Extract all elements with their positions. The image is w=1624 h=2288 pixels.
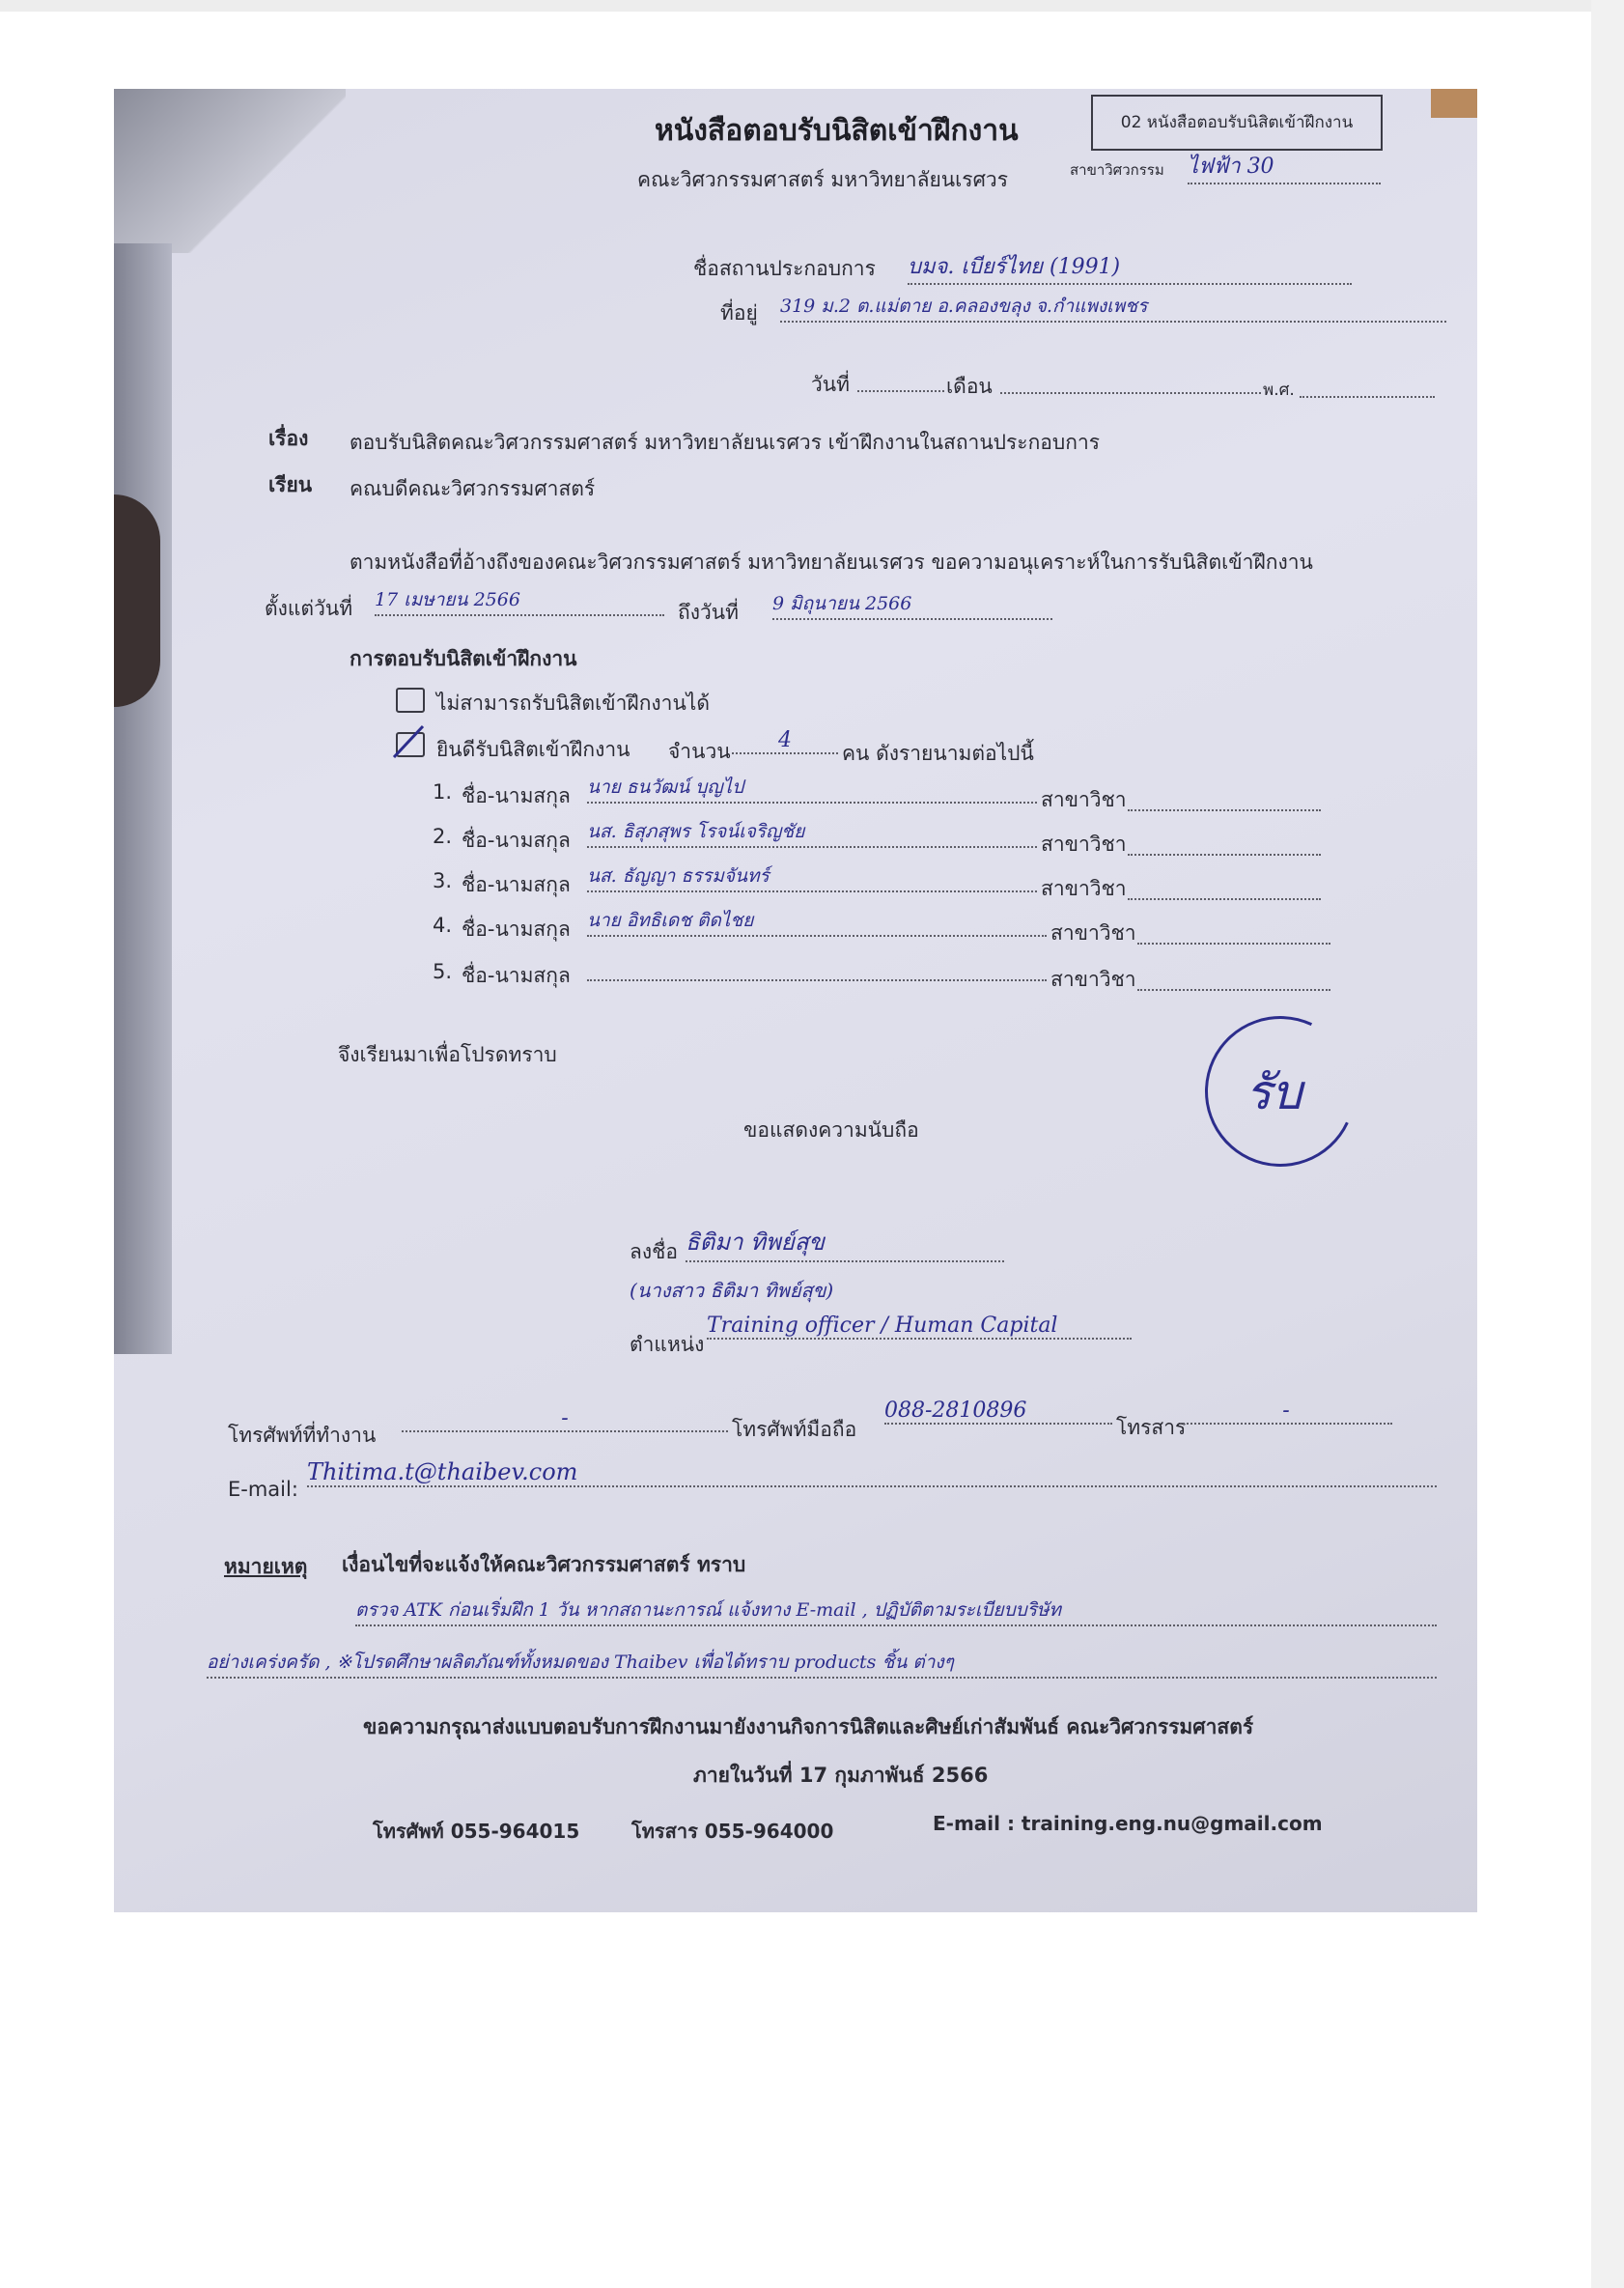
student-name-label: ชื่อ-นามสกุล bbox=[462, 964, 571, 987]
closing-text: จึงเรียนมาเพื่อโปรดทราบ bbox=[338, 1043, 557, 1066]
reject-option-label: ไม่สามารถรับนิสิตเข้าฝึกงานได้ bbox=[436, 692, 711, 715]
document-title: หนังสือตอบรับนิสิตเข้าฝึกงาน bbox=[655, 114, 1019, 148]
acceptance-heading: การตอบรับนิสิตเข้าฝึกงาน bbox=[350, 647, 577, 670]
printed-name: (นางสาว ธิติมา ทิพย์สุข) bbox=[630, 1279, 834, 1302]
month-field bbox=[1000, 392, 1261, 394]
year-field bbox=[1300, 396, 1435, 398]
footer-deadline: ภายในวันที่ 17 กุมภาพันธ์ 2566 bbox=[693, 1764, 989, 1787]
to-date-value: 9 มิถุนายน 2566 bbox=[772, 589, 1052, 620]
student-name-value: นาย อิทธิเดช ติดไชย bbox=[587, 906, 1047, 937]
count-label: จำนวน bbox=[668, 740, 731, 763]
subject-text: ตอบรับนิสิตคณะวิศวกรรมศาสตร์ มหาวิทยาลัยนเรศวร เข้าฝึกงานในสถานประกอบการ bbox=[350, 431, 1101, 454]
establishment-name-value: บมจ. เบียร์ไทย (1991) bbox=[908, 249, 1352, 285]
position-label: ตำแหน่ง bbox=[630, 1333, 705, 1356]
date-field bbox=[857, 390, 944, 392]
branch-label: สาขาวิศวกรรม bbox=[1070, 161, 1164, 179]
signature-value: ธิติมา ทิพย์สุข bbox=[686, 1223, 1004, 1262]
underlying-paper bbox=[114, 243, 172, 1354]
document-photo bbox=[114, 89, 1477, 1912]
student-name-value: นาย ธนวัฒน์ บุญไป bbox=[587, 773, 1037, 804]
student-number: 1. bbox=[433, 780, 453, 804]
to-label: เรียน bbox=[268, 473, 313, 496]
major-label: สาขาวิชา bbox=[1050, 968, 1136, 991]
from-date-value: 17 เมษายน 2566 bbox=[375, 585, 664, 616]
folded-corner bbox=[114, 89, 346, 253]
fax-label: โทรสาร bbox=[1116, 1416, 1187, 1439]
stamp-text: รับ bbox=[1246, 1064, 1302, 1120]
office-phone-label: โทรศัพท์ที่ทำงาน bbox=[228, 1424, 377, 1447]
check-mark-icon bbox=[390, 722, 429, 761]
remarks-label: หมายเหตุ bbox=[224, 1555, 308, 1578]
establishment-name-label: ชื่อสถานประกอบการ bbox=[693, 257, 876, 280]
student-name-value bbox=[587, 954, 1047, 981]
accept-checkbox[interactable] bbox=[396, 732, 425, 757]
holding-thumb bbox=[114, 494, 160, 707]
fax-value: - bbox=[1180, 1398, 1392, 1425]
form-code-box: 02 หนังสือตอบรับนิสิตเข้าฝึกงาน bbox=[1091, 95, 1383, 151]
student-number: 2. bbox=[433, 825, 453, 848]
document-subtitle: คณะวิศวกรรมศาสตร์ มหาวิทยาลัยนเรศวร bbox=[637, 168, 1008, 191]
address-value: 319 ม.2 ต.แม่ตาย อ.คลองขลุง จ.กำแพงเพชร bbox=[780, 292, 1446, 323]
remarks-heading: เงื่อนไขที่จะแจ้งให้คณะวิศวกรรมศาสตร์ ทราบ bbox=[342, 1553, 746, 1576]
student-name-label: ชื่อ-นามสกุล bbox=[462, 873, 571, 896]
major-field bbox=[1137, 943, 1330, 945]
major-label: สาขาวิชา bbox=[1050, 921, 1136, 945]
remarks-line-2: อย่างเคร่งครัด , ※โปรดศึกษาผลิตภัณฑ์ทั้งหมดของ Thaibev เพื่อได้ทราบ products ชิ้น ต่างๆ bbox=[207, 1648, 1437, 1679]
footer-email: E-mail : training.eng.nu@gmail.com bbox=[933, 1812, 1323, 1835]
footer-phone: โทรศัพท์ 055-964015 bbox=[373, 1820, 580, 1843]
major-field bbox=[1128, 898, 1321, 900]
mobile-value: 088-2810896 bbox=[884, 1398, 1112, 1425]
major-label: สาขาวิชา bbox=[1041, 877, 1127, 900]
sign-label: ลงชื่อ bbox=[630, 1240, 678, 1263]
branch-value: ไฟฟ้า 30 bbox=[1188, 149, 1381, 184]
reject-checkbox[interactable] bbox=[396, 688, 425, 713]
student-number: 4. bbox=[433, 914, 453, 937]
student-name-value: นส. ธัญญา ธรรมจันทร์ bbox=[587, 862, 1037, 892]
major-field bbox=[1128, 854, 1321, 856]
office-phone-value: - bbox=[402, 1406, 728, 1432]
student-name-value: นส. ธิสุภสุพร โรจน์เจริญชัย bbox=[587, 817, 1037, 848]
email-label: E-mail: bbox=[228, 1478, 298, 1501]
major-label: สาขาวิชา bbox=[1041, 833, 1127, 856]
remarks-line-1: ตรวจ ATK ก่อนเริ่มฝึก 1 วัน หากสถานะการณ์ แจ้งทาง E-mail , ปฏิบัติตามระเบียบบริษัท bbox=[355, 1596, 1437, 1626]
major-field bbox=[1137, 989, 1330, 991]
student-number: 5. bbox=[433, 960, 453, 983]
background-corner bbox=[1431, 89, 1477, 118]
from-date-label: ตั้งแต่วันที่ bbox=[265, 597, 353, 620]
body-line: ตามหนังสือที่อ้างถึงของคณะวิศวกรรมศาสตร์ มหาวิทยาลัยนเรศวร ขอความอนุเคราะห์ในการรับนิสิตเข้าฝึกงาน bbox=[350, 551, 1313, 574]
student-name-label: ชื่อ-นามสกุล bbox=[462, 918, 571, 941]
count-value: 4 bbox=[732, 728, 838, 754]
student-number: 3. bbox=[433, 869, 453, 892]
position-value: Training officer / Human Capital bbox=[707, 1313, 1132, 1340]
scan-right-edge bbox=[1591, 0, 1624, 2288]
year-label: พ.ศ. bbox=[1263, 381, 1295, 400]
regards-text: ขอแสดงความนับถือ bbox=[743, 1118, 919, 1142]
count-suffix: คน ดังรายนามต่อไปนี้ bbox=[842, 742, 1034, 765]
to-date-label: ถึงวันที่ bbox=[678, 601, 739, 624]
major-label: สาขาวิชา bbox=[1041, 788, 1127, 811]
email-value: Thitima.t@thaibev.com bbox=[307, 1458, 1437, 1487]
footer-fax: โทรสาร 055-964000 bbox=[631, 1820, 834, 1843]
footer-instruction: ขอความกรุณาส่งแบบตอบรับการฝึกงานมายังงานกิจการนิสิตและศิษย์เก่าสัมพันธ์ คณะวิศวกรรมศาสตร์ bbox=[363, 1715, 1254, 1738]
mobile-label: โทรศัพท์มือถือ bbox=[732, 1418, 857, 1441]
major-field bbox=[1128, 809, 1321, 811]
address-label: ที่อยู่ bbox=[720, 301, 758, 325]
student-name-label: ชื่อ-นามสกุล bbox=[462, 784, 571, 807]
student-name-label: ชื่อ-นามสกุล bbox=[462, 829, 571, 852]
month-label: เดือน bbox=[946, 375, 993, 398]
scan-top-edge bbox=[0, 0, 1624, 12]
to-text: คณบดีคณะวิศวกรรมศาสตร์ bbox=[350, 477, 596, 500]
accept-option-label: ยินดีรับนิสิตเข้าฝึกงาน bbox=[436, 738, 630, 761]
date-label: วันที่ bbox=[811, 373, 850, 396]
subject-label: เรื่อง bbox=[268, 427, 309, 450]
